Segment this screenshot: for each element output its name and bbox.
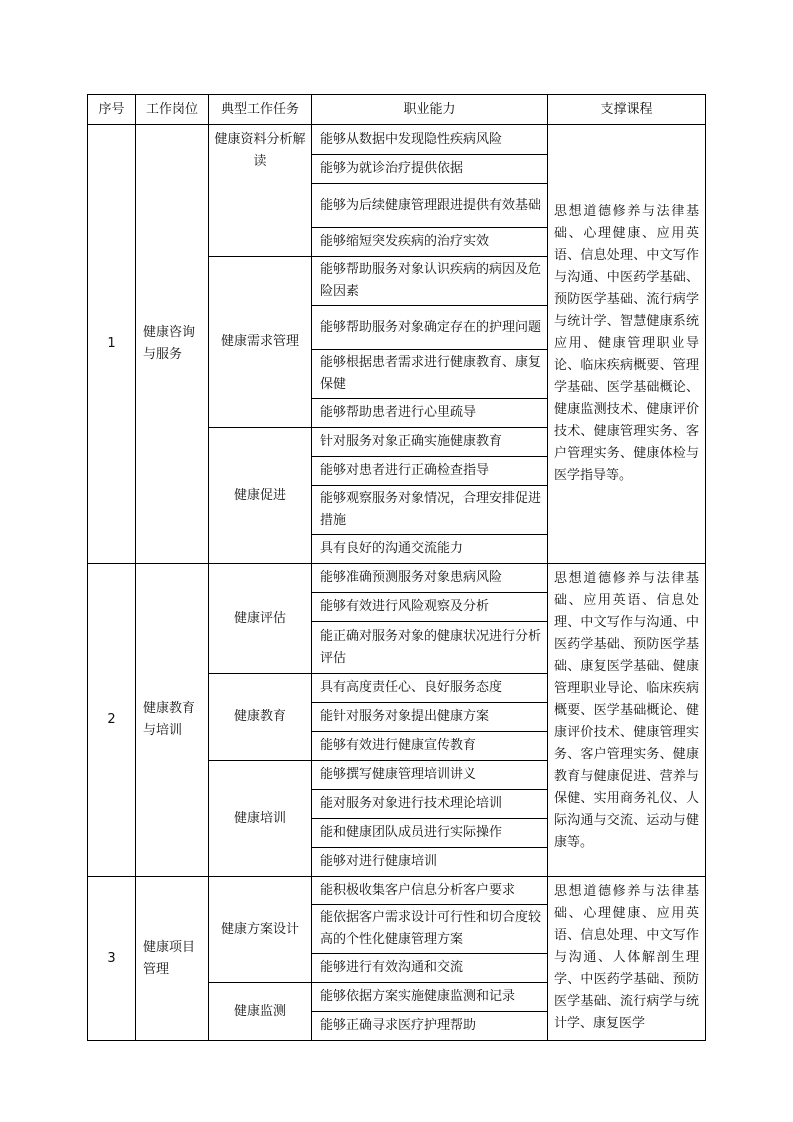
work-task: 健康培训 — [209, 761, 312, 877]
work-post: 健康教育与培训 — [136, 564, 209, 877]
ability-cell: 能够有效进行风险观察及分析 — [312, 593, 548, 622]
ability-cell: 能针对服务对象提出健康方案 — [312, 703, 548, 732]
table-row — [88, 564, 706, 593]
ability-cell: 能够根据患者需求进行健康教育、康复保健 — [312, 350, 548, 399]
ability-cell: 能够有效进行健康宣传教育 — [312, 732, 548, 761]
ability-cell: 能依据客户需求设计可行性和切合度较高的个性化健康管理方案 — [312, 905, 548, 954]
support-courses: 思想道德修养与法律基础、心理健康、应用英语、信息处理、中文写作与沟通、中医药学基础、预防医学基础、流行病学与统计学、智慧健康系统应用、健康管理职业导论、临床疾病概要、管理学基础、医学基础概论、健康监测技术、健康评价技术、健康管理实务、客户管理实务、健康体检与医学指导等。 — [548, 125, 706, 564]
ability-cell: 针对服务对象正确实施健康教育 — [312, 428, 548, 457]
work-post: 健康项目管理 — [136, 877, 209, 1041]
ability-cell: 能对服务对象进行技术理论培训 — [312, 790, 548, 819]
ability-cell: 能够帮助服务对象认识疾病的病因及危险因素 — [312, 257, 548, 306]
support-courses: 思想道德修养与法律基础、应用英语、信息处理、中文写作与沟通、中医药学基础、预防医学基础、康复医学基础、健康管理职业导论、临床疾病概要、医学基础概论、健康评价技术、健康管理实务、客户管理实务、健康教育与健康促进、营养与保健、实用商务礼仪、人际沟通与交流、运动与健康等。 — [548, 564, 706, 877]
ability-cell: 能正确对服务对象的健康状况进行分析评估 — [312, 622, 548, 674]
header-capability: 职业能力 — [312, 95, 548, 125]
header-task: 典型工作任务 — [209, 95, 312, 125]
ability-cell: 能够对进行健康培训 — [312, 848, 548, 877]
ability-cell: 能够对患者进行正确检查指导 — [312, 457, 548, 486]
ability-cell: 能够为就诊治疗提供依据 — [312, 155, 548, 184]
ability-cell: 能够为后续健康管理跟进提供有效基础 — [312, 184, 548, 228]
work-task: 健康需求管理 — [209, 257, 312, 428]
table-row — [88, 125, 706, 155]
ability-cell: 能够撰写健康管理培训讲义 — [312, 761, 548, 790]
header-no: 序号 — [88, 95, 136, 125]
curriculum-table — [87, 94, 706, 1041]
work-task: 健康监测 — [209, 983, 312, 1041]
ability-cell: 能够依据方案实施健康监测和记录 — [312, 983, 548, 1012]
table-row — [88, 877, 706, 905]
work-task: 健康方案设计 — [209, 877, 312, 983]
row-number: 3 — [88, 877, 136, 1041]
work-post: 健康咨询与服务 — [136, 125, 209, 564]
header-row — [88, 95, 706, 125]
ability-cell: 具有高度责任心、良好服务态度 — [312, 674, 548, 703]
ability-cell: 能够正确寻求医疗护理帮助 — [312, 1012, 548, 1041]
header-post: 工作岗位 — [136, 95, 209, 125]
ability-cell: 能够准确预测服务对象患病风险 — [312, 564, 548, 593]
work-task: 健康促进 — [209, 428, 312, 564]
ability-cell: 能积极收集客户信息分析客户要求 — [312, 877, 548, 905]
ability-cell: 能够从数据中发现隐性疾病风险 — [312, 125, 548, 155]
ability-cell: 能够观察服务对象情况，合理安排促进措施 — [312, 486, 548, 535]
work-task: 健康评估 — [209, 564, 312, 674]
ability-cell: 能够帮助患者进行心里疏导 — [312, 399, 548, 428]
support-courses: 思想道德修养与法律基础、心理健康、应用英语、信息处理、中文写作与沟通、人体解剖生理学、中医药学基础、预防医学基础、流行病学与统计学、康复医学 — [548, 877, 706, 1041]
work-task: 健康教育 — [209, 674, 312, 761]
ability-cell: 能和健康团队成员进行实际操作 — [312, 819, 548, 848]
ability-cell: 能够缩短突发疾病的治疗实效 — [312, 228, 548, 257]
ability-cell: 能够帮助服务对象确定存在的护理问题 — [312, 306, 548, 350]
row-number: 1 — [88, 125, 136, 564]
row-number: 2 — [88, 564, 136, 877]
work-task: 健康资料分析解读 — [209, 125, 312, 257]
header-course: 支撑课程 — [548, 95, 706, 125]
ability-cell: 具有良好的沟通交流能力 — [312, 535, 548, 564]
ability-cell: 能够进行有效沟通和交流 — [312, 954, 548, 983]
